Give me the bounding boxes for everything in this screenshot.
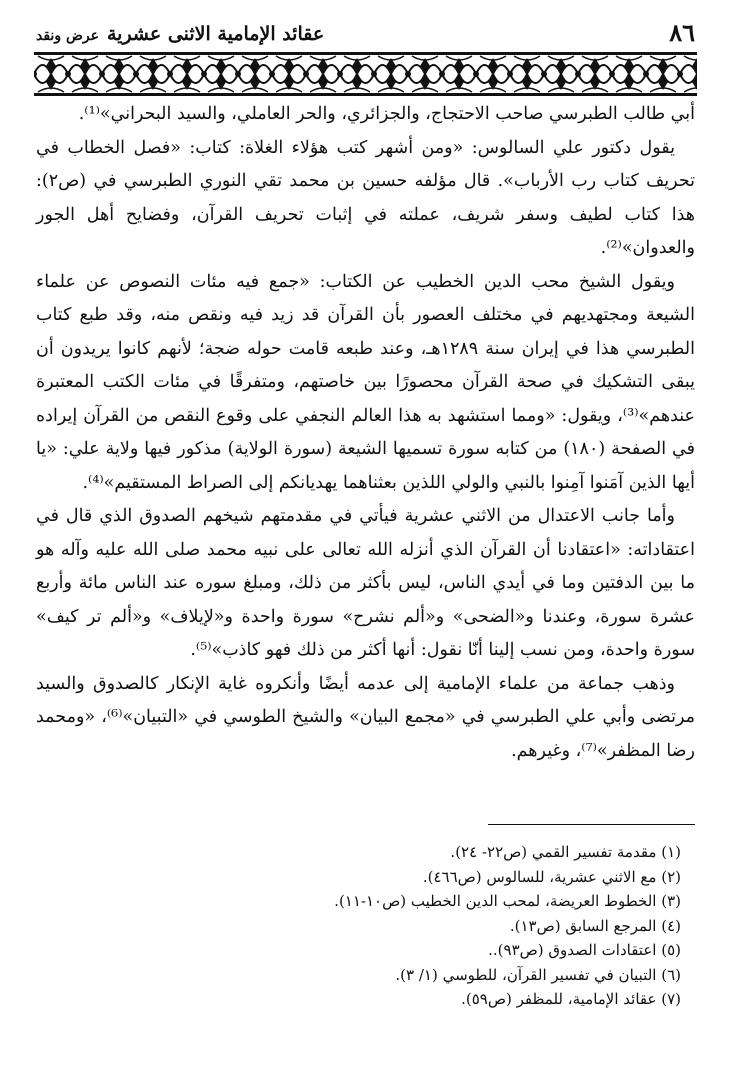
decorative-border-ornament [34,52,697,96]
footnote-3: (٣) الخطوط العريضة، لمحب الدين الخطيب (ص١٠-١١). [334,892,681,910]
page-number: ٨٦ [669,18,695,47]
footnote-2: (٢) مع الاثني عشرية، للسالوس (ص٤٦٦). [422,867,681,886]
footnote-7: (٧) عقائد الإمامية، للمظفر (ص٥٩). [461,990,681,1008]
footnote-divider [488,824,695,825]
footnotes [36,840,681,1012]
paragraph-1: أبي طالب الطبرسي صاحب الاحتجاج، والجزائري، والحر العاملي، والسيد البحراني»⁽¹⁾. [78,104,695,124]
footnote-4: (٤) المرجع السابق (ص١٣). [509,916,681,935]
paragraph-3: ويقول الشيخ محب الدين الخطيب عن الكتاب: «جمع فيه مئات النصوص عن علماء الشيعة ومجتهديهم في مختلف العصور بأن القرآن قد زيد فيه ونقص منه، وقد طبع كتاب الطبرسي هذا في إيران سنة ١٢٨٩هـ، وعند طبعه قامت حوله ضجة؛ لأنهم كانوا يريدون أن يبقى التشكيك في صحة القرآن محصورًا بين خاصتهم، ومتفرقًا في مئات الكتب المعتبرة عندهم»⁽³⁾، ويقول: «ومما استشهد به هذا العالم النجفي على وقوع النقص من القرآن إيراده في الصفحة (١٨٠) من كتابه سورة تسميها الشيعة (سورة الولاية) مذكور فيها ولاية علي: «يا أيها الذين آمَنوا آمِنوا بالنبي والولي اللذين بعثناهما يهديانكم إلى الصراط المستقيم»⁽⁴⁾. [36,271,695,493]
page-header [36,18,695,52]
running-title-subtitle: عرض ونقد [36,28,99,44]
running-title [36,20,324,50]
body-text [36,98,695,768]
running-title-main: عقائد الإمامية الاثنى عشرية [106,23,325,45]
paragraph-5: وذهب جماعة من علماء الإمامية إلى عدمه أيضًا وأنكروه غاية الإنكار كالصدوق والسيد مرتضى وأبي علي الطبرسي في «مجمع البيان» والشيخ الطوسي في «التبيان»⁽⁶⁾، «ومحمد رضا المظفر»⁽⁷⁾، وغيرهم. [36,673,695,761]
footnote-1: (١) مقدمة تفسير القمي (ص٢٢- ٢٤). [450,843,681,861]
footnote-6: (٦) التبيان في تفسير القرآن، للطوسي (١/ ٣). [395,965,681,984]
paragraph-2: يقول دكتور علي السالوس: «ومن أشهر كتب هؤلاء الغلاة: كتاب: «فصل الخطاب في تحريف كتاب رب الأرباب». قال مؤلفه حسين بن محمد تقي النوري الطبرسي في (ص٢): هذا كتاب لطيف وسفر شريف، عملته في إثبات تحريف القرآن، وفضايح أهل الجور والعدوان»⁽²⁾. [36,137,695,258]
paragraph-4: وأما جانب الاعتدال من الاثني عشرية فيأتي في مقدمتهم شيخهم الصدوق الذي قال في اعتقاداته: «اعتقادنا أن القرآن الذي أنزله الله تعالى على نبيه محمد صلى الله عليه وآله هو ما بين الدفتين وما في أيدي الناس، ليس بأكثر من ذلك، ومبلغ سوره عند الناس مائة وأربع عشرة سورة، وعندنا و«الضحى» و«ألم نشرح» سورة واحدة و«لإيلاف» و«ألم تر كيف» سورة واحدة، ومن نسب إلينا أنّا نقول: أنها أكثر من ذلك فهو كاذب»⁽⁵⁾. [36,506,695,660]
footnote-5: (٥) اعتقادات الصدوق (ص٩٣).. [488,941,681,959]
